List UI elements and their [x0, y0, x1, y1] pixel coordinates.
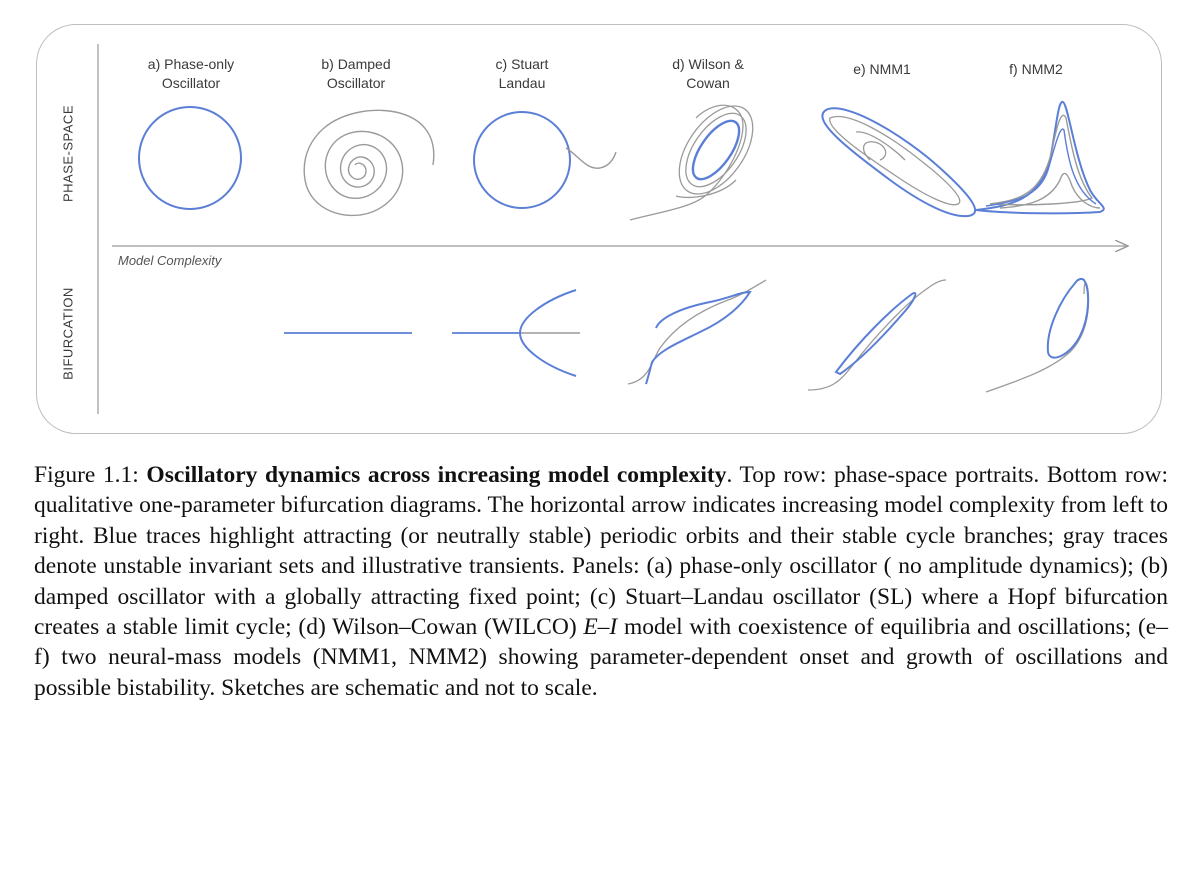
- bif-d-branches: [628, 280, 766, 384]
- caption-text-part2: model with coexistence of equilibria and oscillations; (e–f) two neural-mass models (NMM1, NMM2) showing parameter-dependent onset and growth of oscillations and possible bistability. Sketches are schematic and not to scale.: [34, 614, 1168, 701]
- panel-title-b-line2: Oscillator: [326, 75, 386, 91]
- panel-title-d-line2: Cowan: [686, 75, 730, 91]
- caption-bold-title: Oscillatory dynamics across increasing model complexity: [146, 462, 727, 488]
- phase-f-orbits: [976, 102, 1104, 213]
- panel-title-d-line1: d) Wilson &: [672, 56, 744, 72]
- figure-caption: [34, 460, 1168, 703]
- axis-label-model-complexity: Model Complexity: [118, 253, 222, 268]
- bif-c-hopf: [452, 290, 580, 376]
- panel-title-a-line2: Oscillator: [161, 75, 221, 91]
- phase-e-orbits: [822, 108, 975, 216]
- panel-title-c-line2: Landau: [498, 75, 546, 91]
- figure-sketches: [0, 0, 1200, 440]
- panel-title-a-line1: a) Phase-only: [147, 56, 235, 72]
- caption-prefix: Figure 1.1:: [34, 462, 147, 488]
- phase-d-orbits: [630, 93, 768, 220]
- row-label-phase-space: PHASE-SPACE: [60, 105, 76, 203]
- bif-e-branches: [808, 280, 946, 390]
- panel-title-f-line1: f) NMM2: [1009, 61, 1063, 77]
- panel-title-c-line1: c) Stuart: [495, 56, 549, 72]
- caption-text-part1: . Top row: phase-space portraits. Bottom row: qualitative one-parameter bifurcation diagrams. The horizontal arrow indicates increasing model complexity from left to right. Blue traces highlight attracting (or neutrally stable) periodic orbits and their stable cycle branches; gray traces denote unstable invariant sets and illustrative transients. Panels: (a) phase-only oscillator ( no amplitude dynamics); (b) damped oscillator with a globally attracting fixed point; (c) Stuart–Landau oscillator (SL) where a Hopf bifurcation creates a stable limit cycle; (d) Wilson–Cowan (WILCO): [34, 462, 1168, 641]
- caption-math: E–I: [583, 614, 618, 641]
- row-label-bifurcation: BIFURCATION: [60, 287, 76, 380]
- panel-title-b-line1: b) Damped: [321, 56, 391, 72]
- phase-c-transient: [566, 148, 616, 168]
- phase-b-spiral: [304, 110, 434, 215]
- phase-c-limit-cycle: [474, 112, 570, 208]
- phase-a-limit-cycle: [139, 107, 241, 209]
- panel-title-e-line1: e) NMM1: [853, 61, 911, 77]
- bif-f-branches: [986, 279, 1088, 392]
